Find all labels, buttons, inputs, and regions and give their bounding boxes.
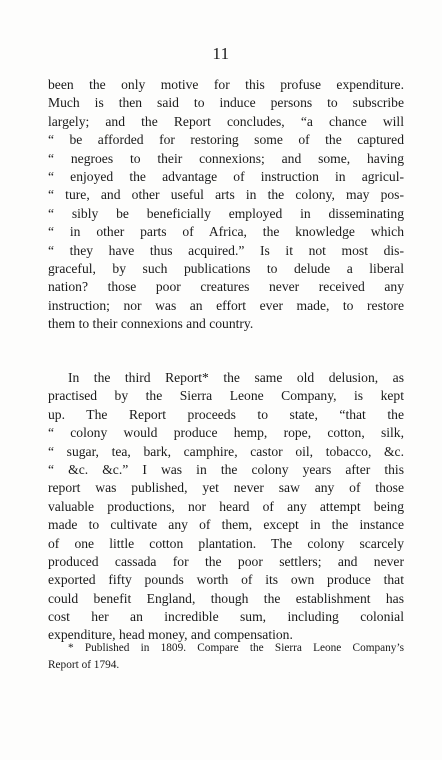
text-line: cost her an incredible sum, including colonial bbox=[48, 609, 404, 625]
text-line: “ be afforded for restoring some of the captured bbox=[48, 132, 404, 148]
paragraph-2 bbox=[48, 369, 404, 645]
text-line: of one little cotton plantation. The colony scarcely bbox=[48, 535, 404, 551]
footnote bbox=[48, 640, 404, 674]
text-line: In the third Report* the same old delusion, as bbox=[68, 370, 404, 385]
text-line: “ sibly be beneficially employed in disseminating bbox=[48, 205, 404, 221]
text-line: “ &c. &c.” I was in the colony years after this bbox=[48, 461, 404, 477]
page-number: 11 bbox=[212, 44, 230, 63]
text-line: largely; and the Report concludes, “a chance will bbox=[48, 113, 404, 129]
text-line: “ colony would produce hemp, rope, cotton, silk, bbox=[48, 425, 404, 441]
text-line: nation? those poor creatures never received any bbox=[48, 279, 404, 295]
text-line: produced cassada for the poor settlers; and never bbox=[48, 553, 404, 569]
footnote-line: Report of 1794. bbox=[48, 659, 120, 671]
text-line: made to cultivate any of them, except in the instance bbox=[48, 517, 404, 533]
text-line: “ negroes to their connexions; and some, having bbox=[48, 150, 404, 166]
text-line: graceful, by such publications to delude a liberal bbox=[48, 260, 404, 276]
text-line: practised by the Sierra Leone Company, is kept bbox=[48, 388, 404, 404]
footnote-line: * Published in 1809. Compare the Sierra Leone Company’s bbox=[68, 642, 404, 654]
text-line: “ in other parts of Africa, the knowledge which bbox=[48, 224, 404, 240]
text-line: could benefit England, though the establishment has bbox=[48, 590, 404, 606]
text-line: up. The Report proceeds to state, “that the bbox=[48, 406, 404, 422]
text-line: them to their connexions and country. bbox=[48, 316, 254, 332]
text-line: been the only motive for this profuse expenditure. bbox=[48, 77, 404, 92]
text-line: “ they have thus acquired.” Is it not most dis- bbox=[48, 242, 404, 258]
text-line: “ enjoyed the advantage of instruction in agricul- bbox=[48, 168, 404, 184]
text-line: “ ture, and other useful arts in the colony, may pos- bbox=[48, 187, 404, 203]
text-line: expenditure, head money, and compensation. bbox=[48, 627, 293, 643]
text-line: Much is then said to induce persons to subscribe bbox=[48, 95, 404, 111]
paragraph-1 bbox=[48, 76, 404, 333]
text-line: exported fifty pounds worth of its own produce that bbox=[48, 572, 404, 588]
text-line: report was published, yet never saw any of those bbox=[48, 480, 404, 496]
text-line: instruction; nor was an effort ever made, to restore bbox=[48, 297, 404, 313]
text-line: valuable productions, nor heard of any attempt being bbox=[48, 498, 404, 514]
text-line: “ sugar, tea, bark, camphire, castor oil, tobacco, &c. bbox=[48, 443, 404, 459]
